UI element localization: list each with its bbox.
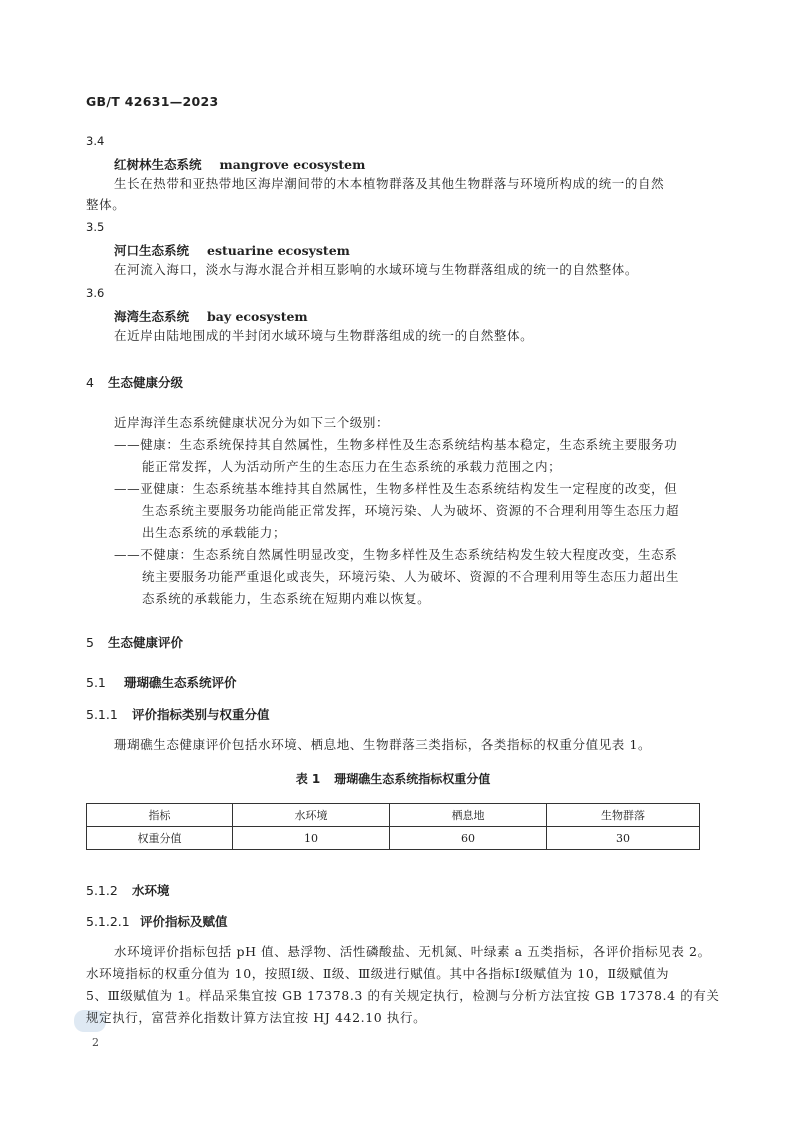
subsection-heading xyxy=(86,705,270,723)
term-title xyxy=(114,155,365,173)
term-cn: 海湾生态系统 xyxy=(114,309,190,324)
section-heading xyxy=(86,373,183,391)
table-cell: 10 xyxy=(233,827,390,850)
table-caption-title: 珊瑚礁生态系统指标权重分值 xyxy=(334,772,491,786)
term-number: 3.6 xyxy=(86,286,105,300)
section-number: 4 xyxy=(86,375,94,390)
table-header-cell: 栖息地 xyxy=(390,804,547,827)
list-item-line: ——健康：生态系统保持其自然属性，生物多样性及生态系统结构基本稳定，生态系统主要服务功 xyxy=(114,437,678,452)
section-title: 珊瑚礁生态系统评价 xyxy=(124,675,237,690)
paragraph: 珊瑚礁生态健康评价包括水环境、栖息地、生物群落三类指标，各类指标的权重分值见表 1。 xyxy=(114,737,652,752)
page-number: 2 xyxy=(92,1036,99,1049)
table-cell: 60 xyxy=(390,827,547,850)
table-caption xyxy=(86,770,700,787)
term-en: estuarine ecosystem xyxy=(207,243,350,258)
term-definition-line: 生长在热带和亚热带地区海岸潮间带的木本植物群落及其他生物群落与环境所构成的统一的自然 xyxy=(114,176,665,191)
list-item-line: 生态系统主要服务功能尚能正常发挥，环境污染、人为破坏、资源的不合理利用等生态压力超 xyxy=(142,503,680,518)
section-title: 评价指标及赋值 xyxy=(140,914,228,929)
section-number: 5.1.1 xyxy=(86,707,118,722)
section-heading xyxy=(86,633,183,651)
weight-table xyxy=(86,803,700,850)
paragraph-line: 水环境评价指标包括 pH 值、悬浮物、活性磷酸盐、无机氮、叶绿素 a 五类指标，各评价指标见表 2。 xyxy=(114,944,711,959)
section-number: 5.1.2.1 xyxy=(86,914,130,929)
term-definition-line: 整体。 xyxy=(86,197,126,212)
list-item-line: ——不健康：生态系统自然属性明显改变，生物多样性及生态系统结构发生较大程度改变，生态系 xyxy=(114,547,678,562)
term-title xyxy=(114,241,350,259)
table-header-row xyxy=(87,804,700,827)
section-title: 生态健康分级 xyxy=(108,375,184,390)
section-title: 生态健康评价 xyxy=(108,635,184,650)
section-title: 评价指标类别与权重分值 xyxy=(132,707,270,722)
table-row xyxy=(87,827,700,850)
paragraph-line: 规定执行，富营养化指数计算方法宜按 HJ 442.10 执行。 xyxy=(86,1010,427,1025)
paragraph-line: 5、Ⅲ级赋值为 1。样品采集宜按 GB 17378.3 的有关规定执行，检测与分析方法宜按 GB 17378.4 的有关 xyxy=(86,988,720,1003)
term-number: 3.5 xyxy=(86,220,105,234)
table-header-cell: 生物群落 xyxy=(547,804,700,827)
list-item-line: 态系统的承载能力，生态系统在短期内难以恢复。 xyxy=(142,591,431,606)
standard-number-header: GB/T 42631—2023 xyxy=(86,94,219,109)
section-number: 5.1 xyxy=(86,675,106,690)
section-title: 水环境 xyxy=(132,883,170,898)
subsection-heading xyxy=(86,912,228,930)
subsection-heading xyxy=(86,881,170,899)
list-item-line: ——亚健康：生态系统基本维持其自然属性，生物多样性及生态系统结构发生一定程度的改变，但 xyxy=(114,481,678,496)
term-title xyxy=(114,307,308,325)
section-number: 5 xyxy=(86,635,94,650)
paragraph-line: 水环境指标的权重分值为 10，按照Ⅰ级、Ⅱ级、Ⅲ级进行赋值。其中各指标Ⅰ级赋值为 10，Ⅱ级赋值为 xyxy=(86,966,670,981)
subsection-heading xyxy=(86,673,237,691)
term-cn: 红树林生态系统 xyxy=(114,157,202,172)
section-number: 5.1.2 xyxy=(86,883,118,898)
term-definition-line: 在近岸由陆地围成的半封闭水域环境与生物群落组成的统一的自然整体。 xyxy=(114,328,534,343)
table-caption-number: 表 1 xyxy=(295,772,321,786)
table-cell: 权重分值 xyxy=(87,827,233,850)
term-cn: 河口生态系统 xyxy=(114,243,190,258)
term-en: mangrove ecosystem xyxy=(219,157,366,172)
term-number: 3.4 xyxy=(86,134,105,148)
term-en: bay ecosystem xyxy=(207,309,308,324)
table-header-cell: 指标 xyxy=(87,804,233,827)
table-header-cell: 水环境 xyxy=(233,804,390,827)
table-cell: 30 xyxy=(547,827,700,850)
paragraph: 近岸海洋生态系统健康状况分为如下三个级别： xyxy=(114,415,390,430)
list-item-line: 出生态系统的承载能力； xyxy=(142,525,287,540)
list-item-line: 能正常发挥，人为活动所产生的生态压力在生态系统的承载力范围之内； xyxy=(142,459,562,474)
list-item-line: 统主要服务功能严重退化或丧失，环境污染、人为破坏、资源的不合理利用等生态压力超出生 xyxy=(142,569,680,584)
term-definition-line: 在河流入海口，淡水与海水混合并相互影响的水域环境与生物群落组成的统一的自然整体。 xyxy=(114,262,639,277)
